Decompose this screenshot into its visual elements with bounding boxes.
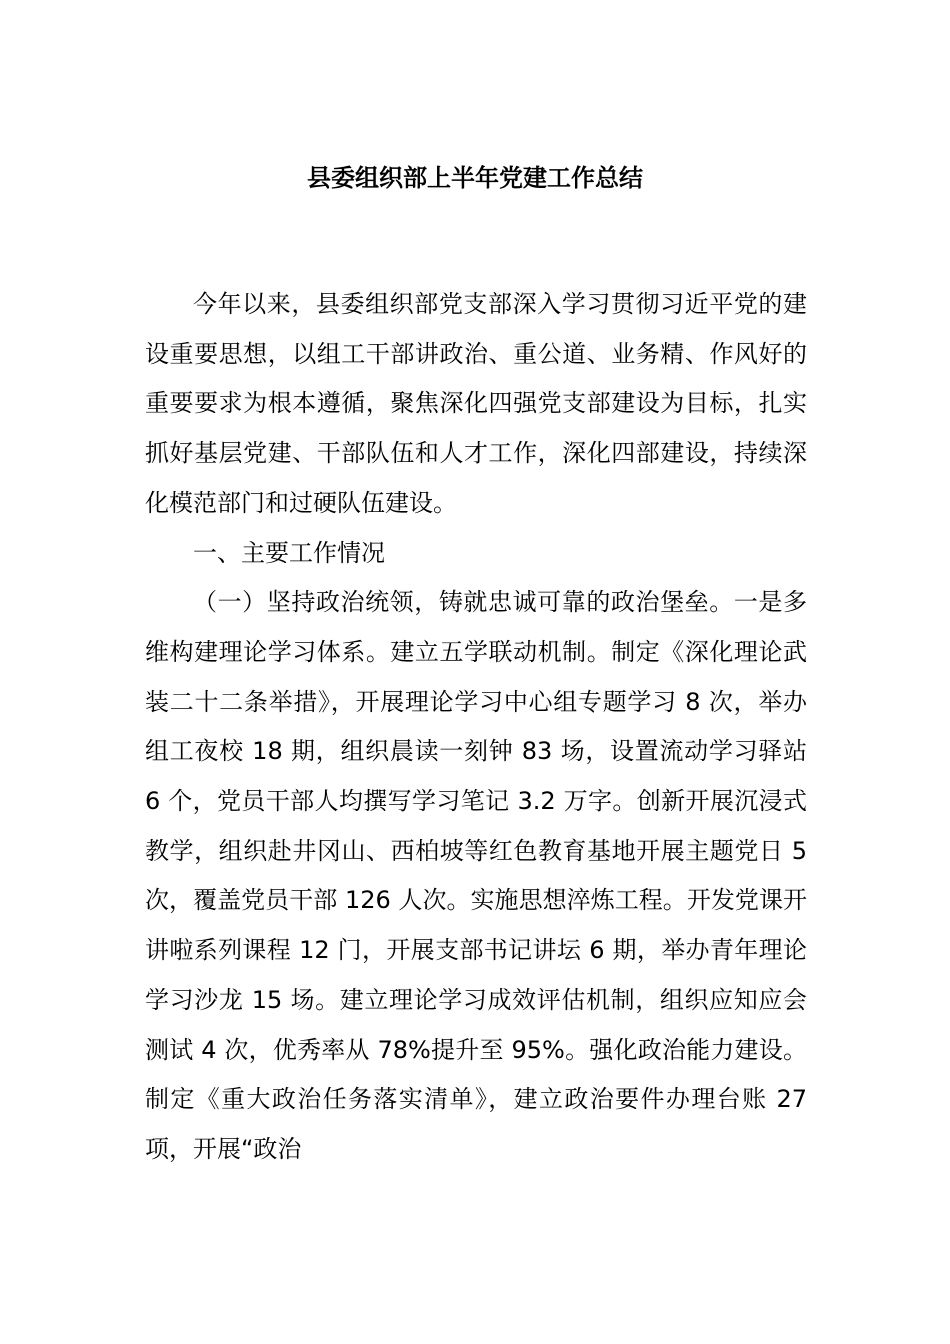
document-title: 县委组织部上半年党建工作总结 <box>307 164 643 192</box>
paragraph-intro: 今年以来，县委组织部党支部深入学习贯彻习近平党的建设重要思想，以组工干部讲政治、重公道、业务精、作风好的重要要求为根本遵循，聚焦深化四强党支部建设为目标，扎实抓好基层党建、干部队伍和人才工作，深化四部建设，持续深化模范部门和过硬队伍建设。 <box>145 290 807 517</box>
document-body <box>145 280 807 1175</box>
paragraph-section-1: （一）坚持政治统领，铸就忠诚可靠的政治堡垒。一是多维构建理论学习体系。建立五学联动机制。制定《深化理论武装二十二条举措》，开展理论学习中心组专题学习 8 次，举办组工夜校 18 期，组织晨读一刻钟 83 场，设置流动学习驿站 6 个，党员干部人均撰写学习笔记 3.2 万字。创新开展沉浸式教学，组织赴井冈山、西柏坡等红色教育基地开展主题党日 5 次，覆盖党员干部 126 人次。实施思想淬炼工程。开发党课开讲啦系列课程 12 门，开展支部书记讲坛 6 期，举办青年理论学习沙龙 15 场。建立理论学习成效评估机制，组织应知应会测试 4 次，优秀率从 78%提升至 95%。强化政治能力建设。制定《重大政治任务落实清单》，建立政治要件办理台账 27 项，开展“政治 <box>145 588 807 1163</box>
section-heading: 一、主要工作情况 <box>193 538 385 567</box>
